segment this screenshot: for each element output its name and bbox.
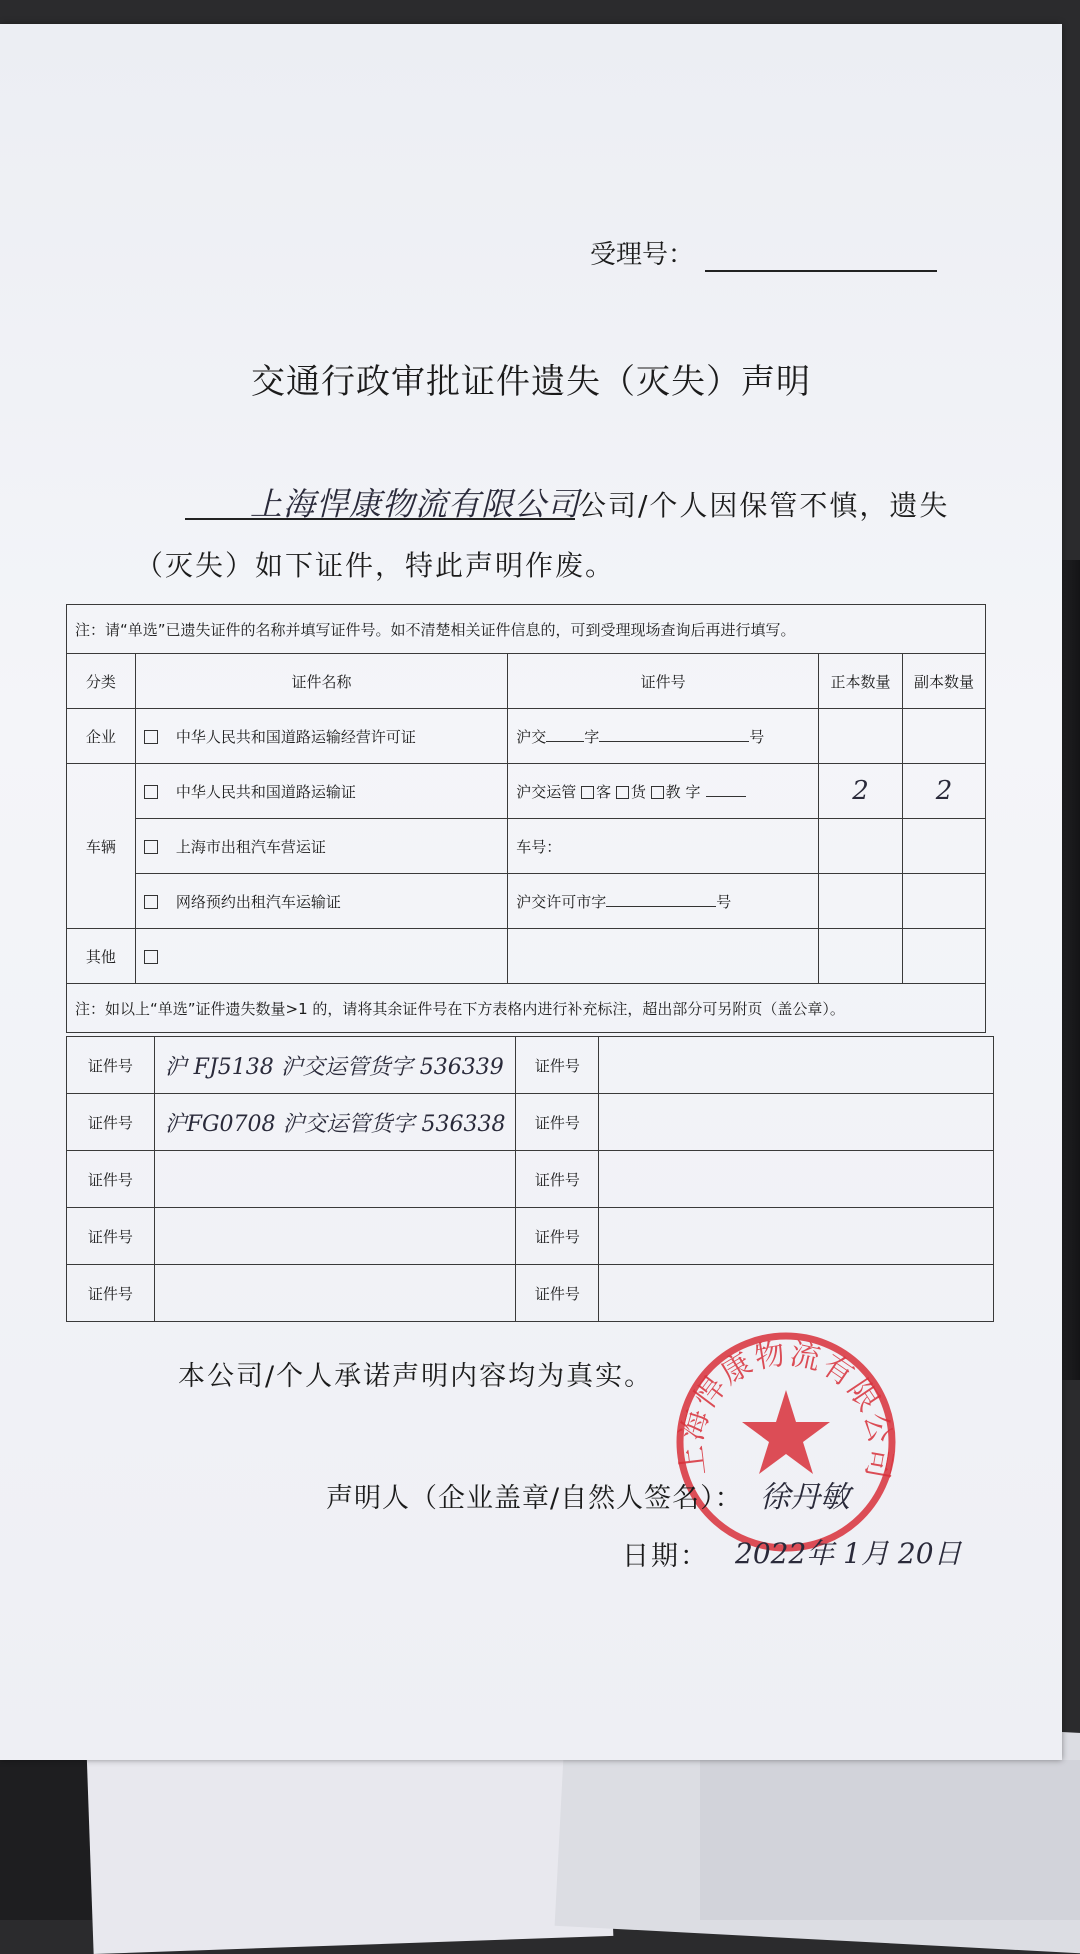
cert-no-text: 车号： (516, 837, 562, 856)
original-qty-cell[interactable] (818, 874, 902, 929)
underlying-paper (87, 1736, 614, 1954)
cert-no-text: 沪交 (516, 727, 547, 746)
supplement-table (66, 1036, 994, 1322)
checkbox[interactable] (144, 895, 158, 909)
header-cert-no: 证件号 (508, 654, 819, 709)
underlying-paper (700, 1760, 1080, 1920)
cert-name-cell (135, 819, 507, 874)
company-name-line (185, 518, 575, 520)
cert-no-entry[interactable] (599, 1094, 994, 1151)
cert-no-label: 证件号 (67, 1208, 155, 1265)
copy-qty-cell[interactable] (902, 874, 985, 929)
copy-qty-cell[interactable] (902, 709, 985, 764)
cert-no-label: 证件号 (516, 1208, 599, 1265)
statement-line-2: （灭失）如下证件，特此声明作废。 (135, 549, 616, 582)
cert-name: 中华人民共和国道路运输经营许可证 (175, 727, 416, 746)
seal-text: 上海悍康物流有限公司 (673, 1336, 899, 1484)
original-qty-cell[interactable] (818, 709, 902, 764)
cert-no-label: 证件号 (516, 1265, 599, 1322)
cert-no-entry[interactable] (154, 1151, 516, 1208)
cert-no-text: 号 (749, 727, 765, 746)
checkbox[interactable] (616, 786, 629, 799)
original-qty-cell[interactable] (818, 929, 902, 984)
cert-no-entry[interactable] (154, 1208, 516, 1265)
cert-no-label: 证件号 (67, 1094, 155, 1151)
date-label: 日期： (622, 1541, 709, 1572)
original-qty-cell[interactable] (818, 819, 902, 874)
cert-no-entry[interactable] (599, 1037, 994, 1094)
cert-no-entry[interactable] (154, 1037, 516, 1094)
statement-line-1: 公司/个人因保管不慎，遗失 (578, 489, 950, 522)
cert-no-label: 证件号 (67, 1265, 155, 1322)
cert-name-cell (135, 764, 507, 819)
copy-qty-handwritten: 2 (935, 776, 953, 806)
original-qty-cell[interactable] (818, 764, 902, 819)
cert-no-handwritten: 沪FG0708 沪交运管货字 536338 (164, 1111, 506, 1137)
category-other: 其他 (67, 929, 136, 984)
cert-no-text: 号 (716, 892, 732, 911)
cert-no-cell (508, 874, 819, 929)
cert-name-cell (135, 709, 507, 764)
company-name-handwritten: 上海悍康物流有限公司 (250, 485, 581, 523)
cert-no-text: 沪交运管 (516, 782, 577, 801)
cert-no-text: 货 (630, 782, 646, 801)
date-handwritten: 2022年 1月 20日 (735, 1537, 962, 1570)
cert-no-cell (508, 819, 819, 874)
cert-no-entry[interactable] (599, 1151, 994, 1208)
header-cert-name: 证件名称 (135, 654, 507, 709)
header-category: 分类 (67, 654, 136, 709)
cert-no-text: 字 (584, 727, 600, 746)
checkbox[interactable] (651, 786, 664, 799)
cert-no-label: 证件号 (516, 1151, 599, 1208)
acceptance-no-label: 受理号： (590, 240, 695, 270)
promise-text: 本公司/个人承诺声明内容均为真实。 (178, 1361, 654, 1392)
cert-no-entry[interactable] (154, 1265, 516, 1322)
cert-name: 上海市出租汽车营运证 (175, 837, 326, 856)
copy-qty-cell[interactable] (902, 764, 985, 819)
cert-no-label: 证件号 (516, 1037, 599, 1094)
checkbox[interactable] (144, 950, 158, 964)
cert-no-entry[interactable] (599, 1265, 994, 1322)
acceptance-no-field (705, 270, 937, 272)
cert-no-text: 字 (685, 782, 701, 801)
copy-qty-cell[interactable] (902, 819, 985, 874)
cert-no-cell[interactable] (508, 929, 819, 984)
table-note-top: 注：请“单选”已遗失证件的名称并填写证件号。如不清楚相关证件信息的，可到受理现场查询后再进行填写。 (67, 605, 986, 654)
certificate-table (66, 604, 986, 1033)
document-title: 交通行政审批证件遗失（灭失）声明 (251, 362, 811, 402)
cert-no-entry[interactable] (154, 1094, 516, 1151)
company-seal (668, 1324, 904, 1560)
cert-no-cell (508, 764, 819, 819)
category-vehicle: 车辆 (67, 764, 136, 929)
cert-name-cell (135, 929, 507, 984)
checkbox[interactable] (581, 786, 594, 799)
original-qty-handwritten: 2 (852, 776, 869, 806)
cert-no-text: 沪交许可市字 (516, 892, 607, 911)
cert-no-label: 证件号 (516, 1094, 599, 1151)
checkbox[interactable] (144, 840, 158, 854)
cert-no-label: 证件号 (67, 1037, 155, 1094)
signature: 徐丹敏 (760, 1480, 850, 1515)
cert-name: 网络预约出租汽车运输证 (175, 892, 341, 911)
cert-no-text: 客 (596, 782, 612, 801)
checkbox[interactable] (144, 785, 158, 799)
cert-no-entry[interactable] (599, 1208, 994, 1265)
cert-no-cell (508, 709, 819, 764)
document-sheet (0, 24, 1062, 1760)
cert-name: 中华人民共和国道路运输证 (175, 782, 356, 801)
seal-star-icon (742, 1390, 830, 1474)
cert-no-text: 教 (665, 782, 681, 801)
copy-qty-cell[interactable] (902, 929, 985, 984)
category-enterprise: 企业 (67, 709, 136, 764)
cert-no-label: 证件号 (67, 1151, 155, 1208)
cert-no-handwritten: 沪 FJ5138 沪交运管货字 536339 (164, 1054, 504, 1080)
checkbox[interactable] (144, 730, 158, 744)
cert-name-cell (135, 874, 507, 929)
table-note-bottom: 注：如以上“单选”证件遗失数量>1 的，请将其余证件号在下方表格内进行补充标注，超出部分可另附页（盖公章）。 (67, 984, 986, 1033)
header-copy-qty: 副本数量 (902, 654, 985, 709)
declarant-label: 声明人（企业盖章/自然人签名）： (326, 1483, 743, 1514)
header-original-qty: 正本数量 (818, 654, 902, 709)
